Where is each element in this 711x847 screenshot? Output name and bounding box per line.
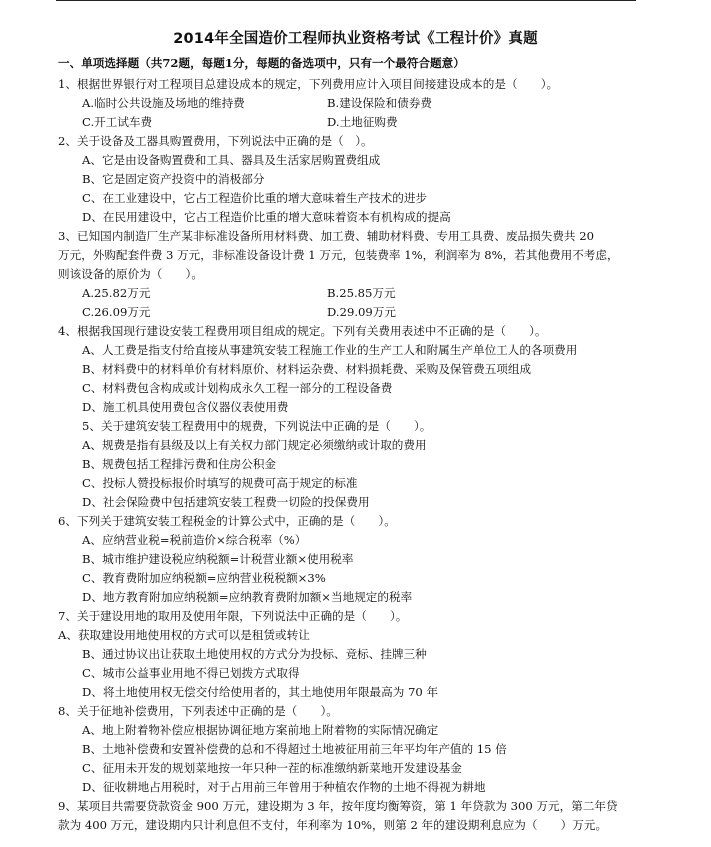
question-4-stem: 4、根据我国现行建设安装工程费用项目组成的规定。下列有关费用表述中不正确的是（ ）。: [58, 324, 547, 338]
question-7-stem: 7、关于建设用地的取用及使用年限，下列说法中正确的是（ ）。: [58, 609, 408, 623]
question-2-option-d: D、在民用建设中，它占工程造价比重的增大意味着资本有机构成的提高: [82, 210, 451, 224]
question-5-option-a: A、规费是指有县级及以上有关权力部门规定必须缴纳或计取的费用: [82, 438, 427, 452]
question-4-option-d: D、施工机具使用费包含仪器仪表使用费: [82, 400, 289, 414]
question-3-option-c: C.26.09万元: [82, 305, 151, 319]
question-6-option-c: C、教育费附加应纳税额=应纳营业税税额×3%: [82, 571, 326, 585]
question-3-option-b: B.25.85万元: [327, 286, 396, 300]
question-5-option-b: B、规费包括工程排污费和住房公积金: [82, 457, 277, 471]
question-3-option-a: A.25.82万元: [82, 286, 151, 300]
question-3-stem-line-2: 万元，外购配套件费 3 万元，非标准设备设计费 1 万元，包装费率 1%，利润率为 8%，若其他费用不考虑，: [58, 248, 619, 262]
question-3-stem-line-3: 则该设备的原价为（ ）。: [58, 267, 203, 281]
question-1-option-a: A.临时公共设施及场地的维持费: [82, 96, 245, 110]
question-8-option-b: B、土地补偿费和安置补偿费的总和不得超过土地被征用前三年平均年产值的 15 倍: [82, 742, 507, 756]
question-8-option-a: A、地上附着物补偿应根据协调征地方案前地上附着物的实际情况确定: [82, 723, 439, 737]
question-4-option-c: C、材料费包含构成或计划构成永久工程一部分的工程设备费: [82, 381, 393, 395]
question-2-option-a: A、它是由设备购置费和工具、器具及生活家居购置费组成: [82, 153, 381, 167]
question-5-option-d: D、社会保险费中包括建筑安装工程费一切险的投保费用: [82, 495, 370, 509]
question-6-stem: 6、下列关于建筑安装工程税金的计算公式中，正确的是（ ）。: [58, 514, 396, 528]
question-2-option-b: B、它是固定资产投资中的消极部分: [82, 172, 265, 186]
question-2-stem: 2、关于设备及工器具购置费用，下列说法中正确的是（ ）。: [58, 134, 373, 148]
question-6-option-d: D、地方教育附加应纳税额=应纳教育费附加额×当地规定的税率: [82, 590, 413, 604]
question-7-option-a: A、获取建设用地使用权的方式可以是租赁或转让: [58, 628, 310, 642]
page-title: 2014年全国造价工程师执业资格考试《工程计价》真题: [173, 31, 538, 47]
question-3-option-d: D.29.09万元: [327, 305, 396, 319]
question-4-option-b: B、材料费中的材料单价有材料原价、材料运杂费、材料损耗费、采购及保管费五项组成: [82, 362, 532, 376]
question-5-stem: 5、关于建筑安装工程费用中的规费，下列说法中正确的是（ ）。: [82, 419, 432, 433]
question-1-option-d: D.土地征购费: [327, 115, 398, 129]
question-1-stem: 1、根据世界银行对工程项目总建设成本的规定，下列费用应计入项目间接建设成本的是（ ）。: [58, 77, 559, 91]
question-5-option-c: C、投标人赞投标报价时填写的规费可高于规定的标准: [82, 476, 358, 490]
question-6-option-a: A、应纳营业税=税前造价×综合税率（%）: [82, 533, 307, 547]
question-7-option-b: B、通过协议出让获取土地使用权的方式分为投标、竞标、挂牌三种: [82, 647, 427, 661]
question-2-option-c: C、在工业建设中，它占工程造价比重的增大意味着生产技术的进步: [82, 191, 428, 205]
question-4-option-a: A、人工费是指支付给直接从事建筑安装工程施工作业的生产工人和附属生产单位工人的各项费用: [82, 343, 578, 357]
question-8-option-c: C、征用未开发的规划菜地按一年只种一茬的标准缴纳新菜地开发建设基金: [82, 761, 462, 775]
section-heading: 一、单项选择题（共72题，每题1分，每题的备选项中，只有一个最符合题意）: [58, 56, 465, 70]
question-1-option-b: B.建设保险和债券费: [327, 96, 432, 110]
question-6-option-b: B、城市维护建设税应纳税额=计税营业额×使用税率: [82, 552, 354, 566]
question-8-option-d: D、征收耕地占用税时，对于占用前三年曾用于种植农作物的土地不得视为耕地: [82, 780, 486, 794]
question-9-stem-line-2: 款为 400 万元，建设期内只计利息但不支付，年利率为 10%，则第 2 年的建设期利息应为（ ）万元。: [58, 818, 608, 832]
question-1-option-c: C.开工试车费: [82, 115, 153, 129]
question-7-option-d: D、将土地使用权无偿交付给使用者的，其土地使用年限最高为 70 年: [82, 685, 439, 699]
question-9-stem-line-1: 9、某项目共需要贷款资金 900 万元，建设期为 3 年，按年度均衡筹资，第 1 年贷款为 300 万元，第二年贷: [58, 799, 618, 813]
question-3-stem-line-1: 3、已知国内制造厂生产某非标准设备所用材料费、加工费、辅助材料费、专用工具费、废品损失费共 20: [58, 229, 594, 243]
question-8-stem: 8、关于征地补偿费用，下列表述中正确的是（ ）。: [58, 704, 338, 718]
question-7-option-c: C、城市公益事业用地不得已划拨方式取得: [82, 666, 300, 680]
top-rule: [56, 0, 636, 1]
